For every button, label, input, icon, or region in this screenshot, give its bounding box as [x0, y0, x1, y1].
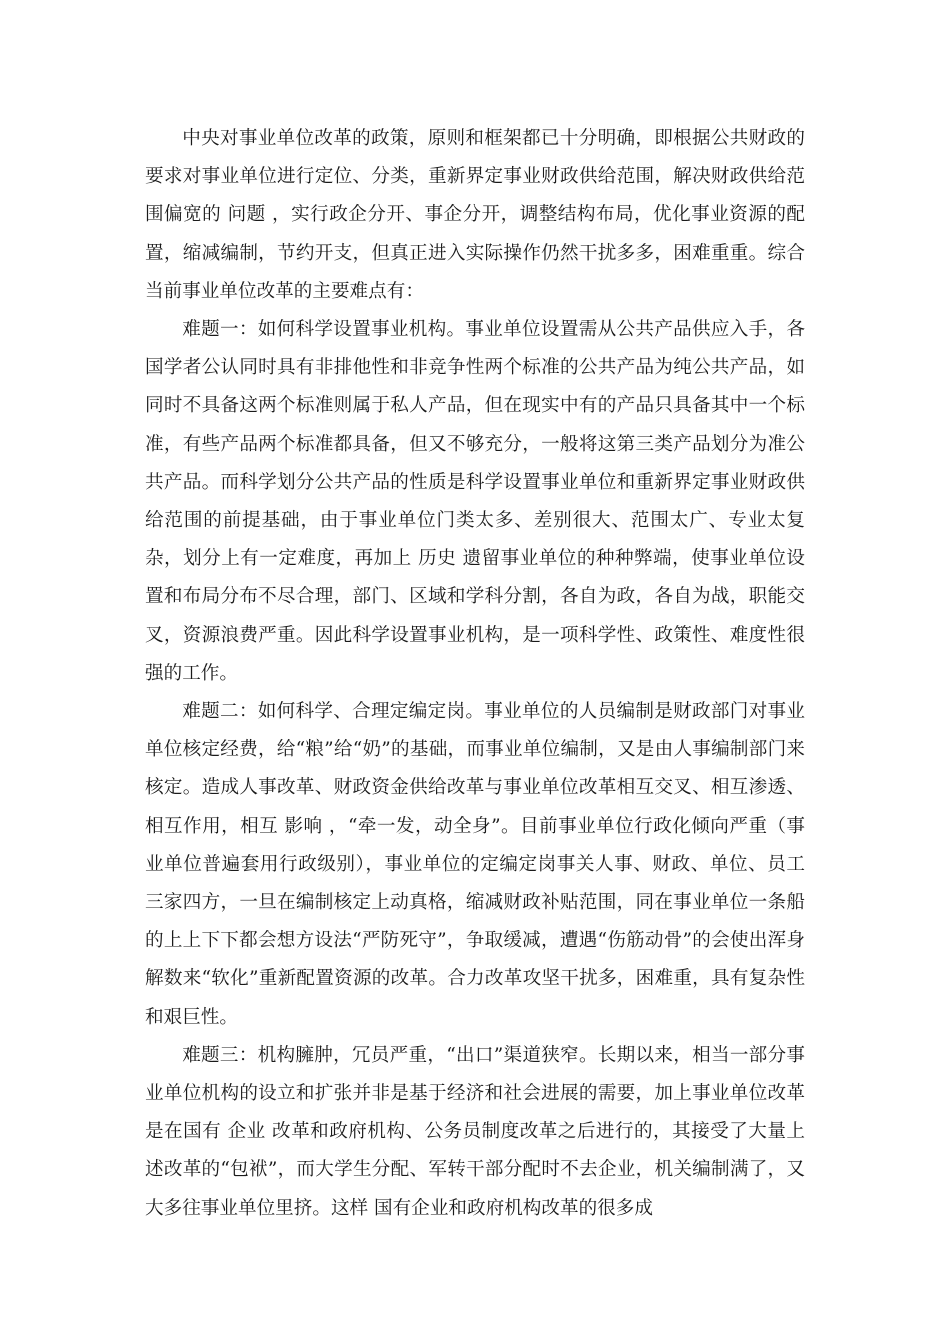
paragraph-intro: 中央对事业单位改革的政策，原则和框架都已十分明确，即根据公共财政的要求对事业单位进行定位、分类，重新界定事业财政供给范围，解决财政供给范围偏宽的 问题 ，实行政企分开、事企分开，调整结构布局，优化事业资源的配置，缩减编制，节约开支，但真正进入实际操作仍然干扰多多，困难重重。综合当前事业单位改革的主要难点有： [145, 128, 805, 302]
paragraph-problem-three: 难题三：机构臃肿，冗员严重，“出口”渠道狭窄。长期以来，相当一部分事业单位机构的设立和扩张并非是基于经济和社会进展的需要，加上事业单位改革是在国有 企业 改革和政府机构、公务员制度改革之后进行的，其接受了大量上述改革的“包袱”，而大学生分配、军转干部分配时不去企业，机关编制满了，又大多往事业单位里挤。这样 国有企业和政府机构改革的很多成 [145, 1044, 805, 1219]
paragraph-problem-one: 难题一：如何科学设置事业机构。事业单位设置需从公共产品供应入手，各国学者公认同时具有非排他性和非竞争性两个标准的公共产品为纯公共产品，如同时不具备这两个标准则属于私人产品，但在现实中有的产品只具备其中一个标准，有些产品两个标准都具备，但又不够充分，一般将这第三类产品划分为准公共产品。而科学划分公共产品的性质是科学设置事业单位和重新界定事业财政供给范围的前提基础，由于事业单位门类太多、差别很大、范围太广、专业太复杂，划分上有一定难度，再加上 历史 遗留事业单位的种种弊端，使事业单位设置和布局分布不尽合理，部门、区域和学科分割，各自为政，各自为战，职能交叉，资源浪费严重。因此科学设置事业机构，是一项科学性、政策性、难度性很强的工作。 [145, 319, 805, 684]
document-body [145, 120, 805, 1228]
paragraph-problem-two: 难题二：如何科学、合理定编定岗。事业单位的人员编制是财政部门对事业单位核定经费，给“粮”给“奶”的基础，而事业单位编制，又是由人事编制部门来核定。造成人事改革、财政资金供给改革与事业单位改革相互交叉、相互渗透、相互作用，相互 影响 ，“牵一发，动全身”。目前事业单位行政化倾向严重（事业单位普遍套用行政级别），事业单位的定编定岗事关人事、财政、单位、员工三家四方，一旦在编制核定上动真格，缩减财政补贴范围，同在事业单位一条船的上上下下都会想方设法“严防死守”，争取缓减，遭遇“伤筋动骨”的会使出浑身解数来“软化”重新配置资源的改革。合力改革攻坚干扰多，困难重，具有复杂性和艰巨性。 [145, 701, 805, 1028]
